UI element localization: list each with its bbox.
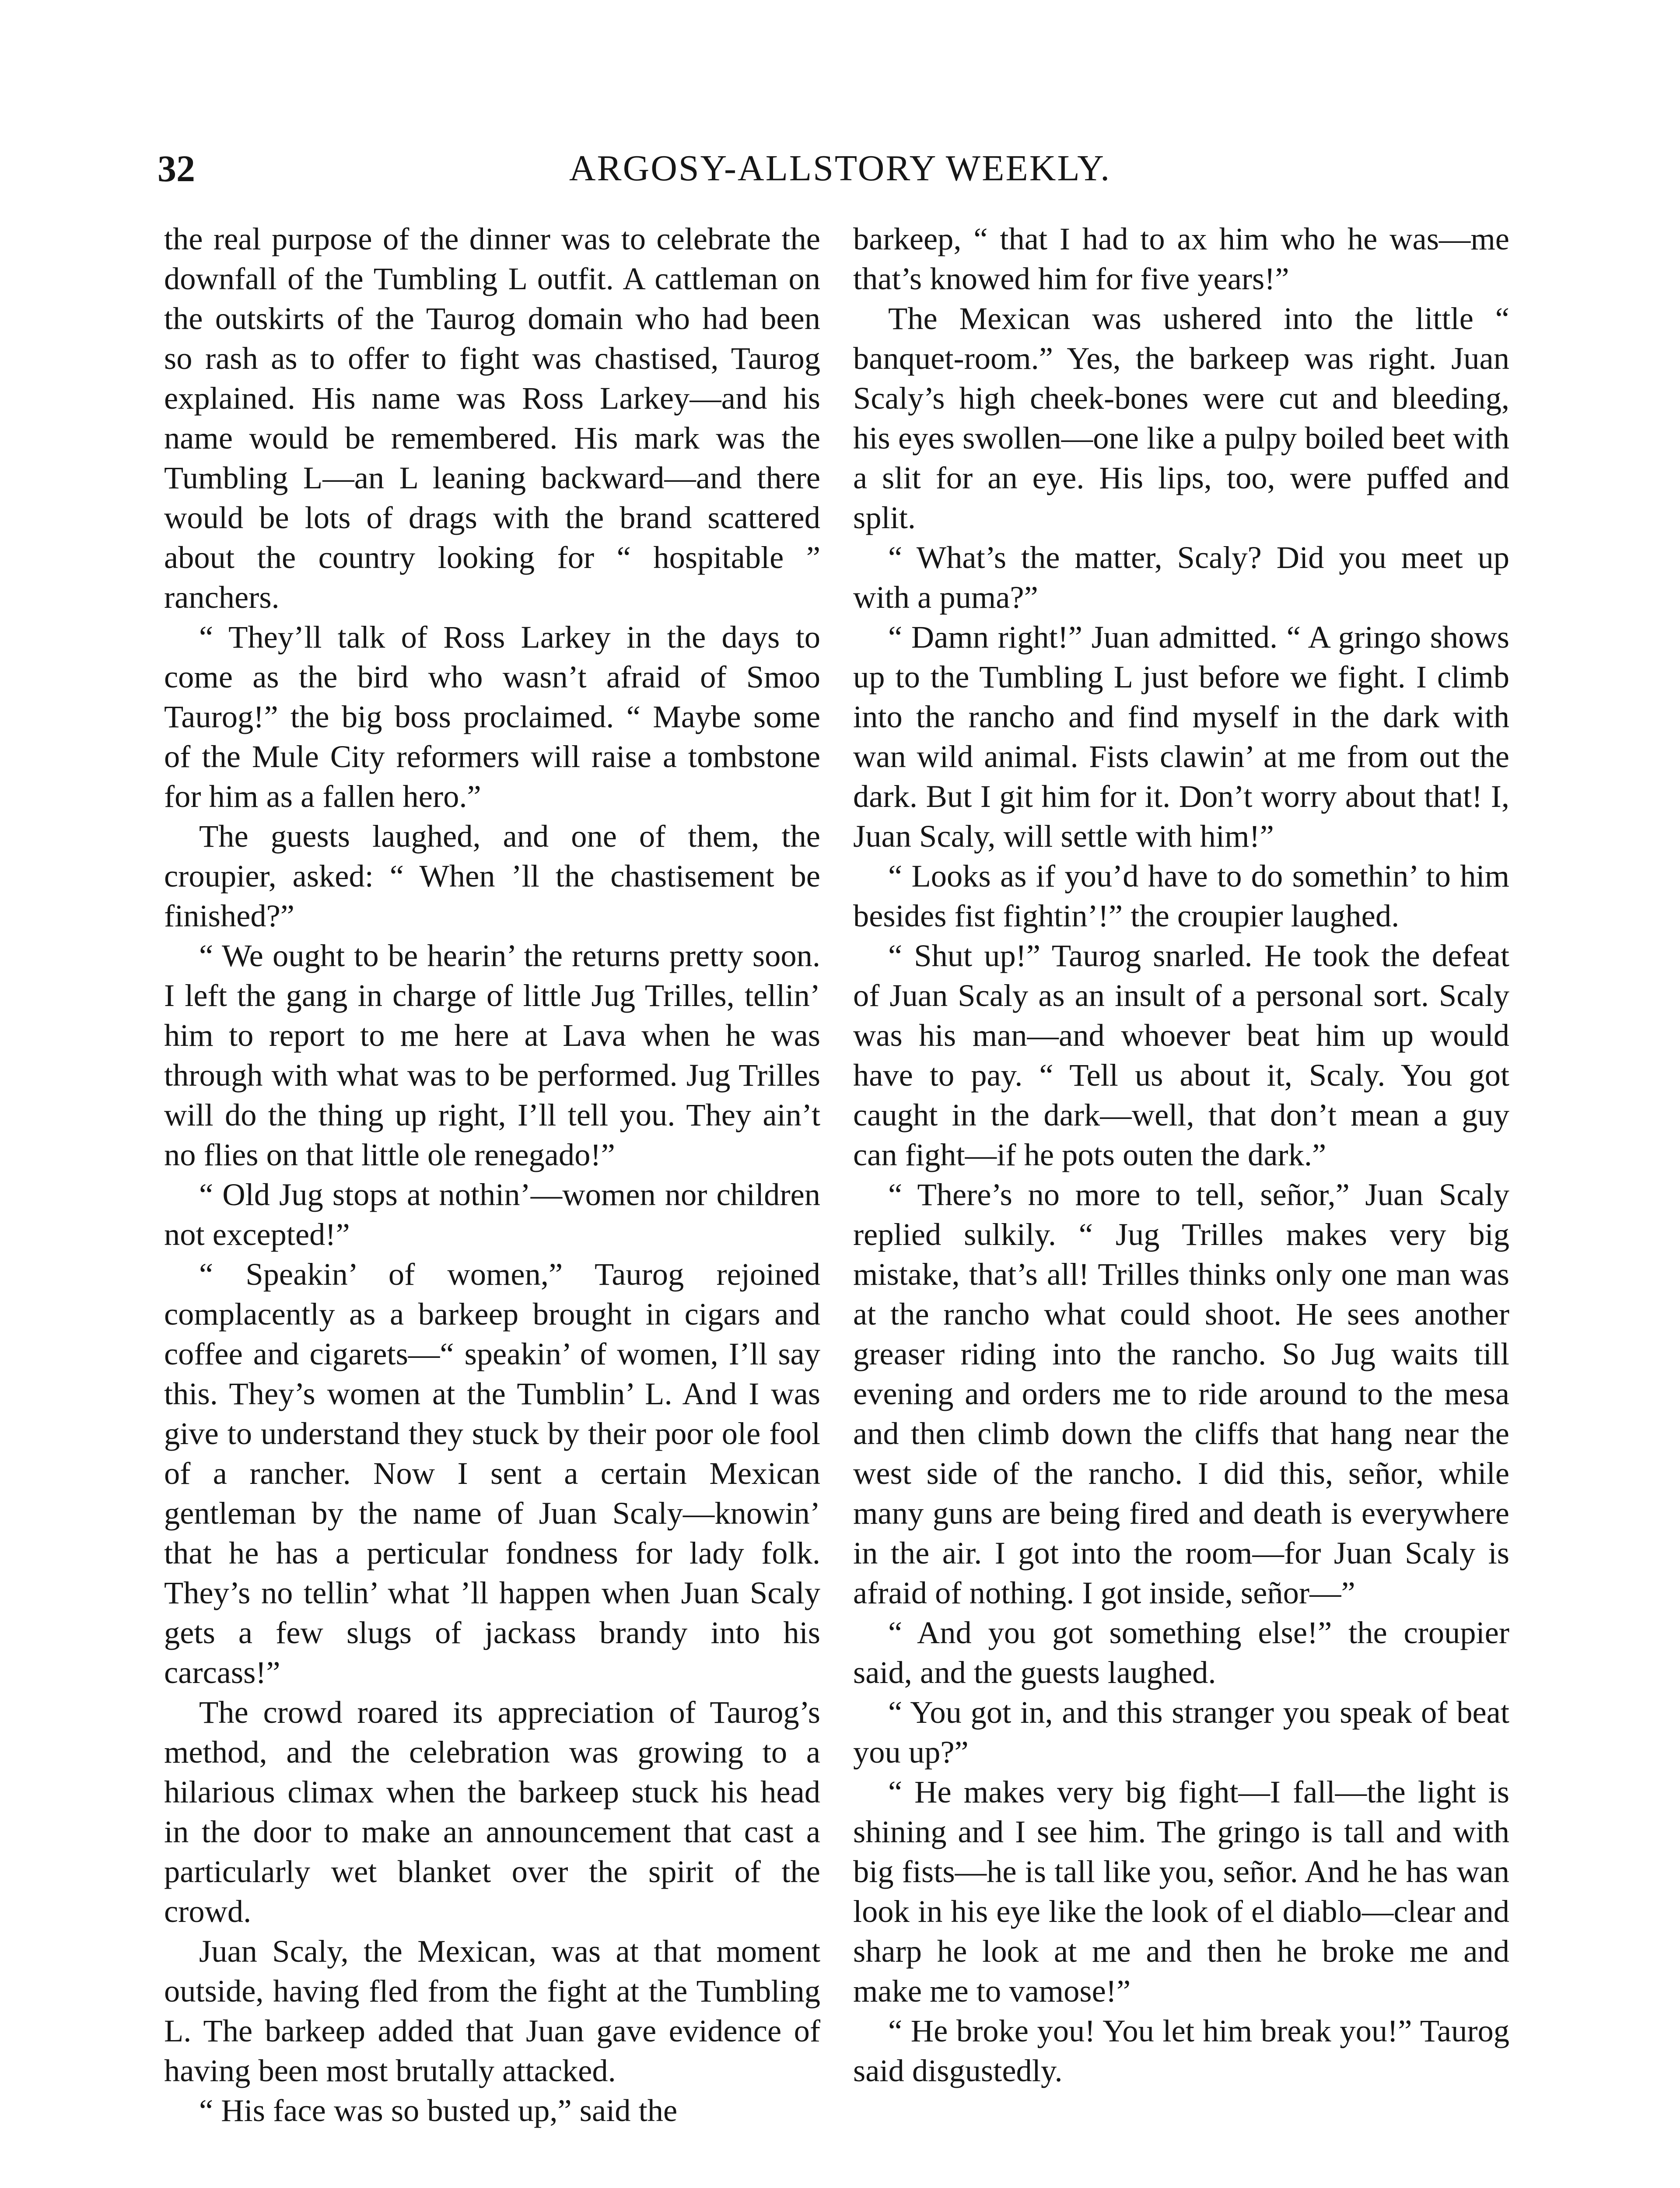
- paragraph: The Mexican was ushered into the little “ banquet-room.” Yes, the barkeep was right. Juan Scaly’s high cheek-bones were cut and bleeding, his eyes swollen—one like a pulpy boiled beet with a slit for an eye. His lips, too, were puffed and split.: [853, 301, 1509, 535]
- paragraph: “ He broke you! You let him break you!” Taurog said disgustedly.: [853, 2013, 1509, 2088]
- paragraph: “ We ought to be hearin’ the returns pretty soon. I left the gang in charge of little Jug Trilles, tellin’ him to report to me here at Lava when he was through with what was to be performed. Jug Trilles will do the thing up right, I’ll tell you. They ain’t no flies on that little ole renegado!”: [164, 938, 820, 1172]
- page-number: 32: [158, 147, 195, 189]
- paragraph: “ There’s no more to tell, señor,” Juan Scaly replied sulkily. “ Jug Trilles makes very big mistake, that’s all! Trilles thinks only one man was at the rancho what could shoot. He sees another greaser riding into the rancho. So Jug waits till evening and orders me to ride around to the mesa and then climb down the cliffs that hang near the west side of the rancho. I did this, señor, while many guns are being fired and death is everywhere in the air. I got into the room—for Juan Scaly is afraid of nothing. I got inside, señor—”: [853, 1177, 1509, 1610]
- paragraph: “ You got in, and this stranger you speak of beat you up?”: [853, 1694, 1509, 1770]
- paragraph: “ He makes very big fight—I fall—the light is shining and I see him. The gringo is tall and with big fists—he is tall like you, señor. And he has wan look in his eye like the look of el diablo—clear and sharp he look at me and then he broke me and make me to vamose!”: [853, 1774, 1509, 2009]
- paragraph: “ Speakin’ of women,” Taurog rejoined complacently as a barkeep brought in cigars and coffee and cigarets—“ speakin’ of women, I’ll say this. They’s women at the Tumblin’ L. And I was give to understand they stuck by their poor ole fool of a rancher. Now I sent a certain Mexican gentleman by the name of Juan Scaly—knowin’ that he has a perticular fondness for lady folk. They’s no tellin’ what ’ll happen when Juan Scaly gets a few slugs of jackass brandy into his carcass!”: [164, 1256, 820, 1690]
- right-column: [853, 219, 1509, 2090]
- paragraph: “ His face was so busted up,” said the: [199, 2093, 678, 2128]
- paragraph: “ Shut up!” Taurog snarled. He took the defeat of Juan Scaly as an insult of a personal sort. Scaly was his man—and whoever beat him up would have to pay. “ Tell us about it, Scaly. You got caught in the dark—well, that don’t mean a guy can fight—if he pots outen the dark.”: [853, 938, 1509, 1172]
- paragraph: Juan Scaly, the Mexican, was at that moment outside, having fled from the fight at the Tumbling L. The barkeep added that Juan gave evidence of having been most brutally attacked.: [164, 1933, 820, 2088]
- paragraph: barkeep, “ that I had to ax him who he was—me that’s knowed him for five years!”: [853, 221, 1509, 296]
- paragraph: “ Old Jug stops at nothin’—women nor children not excepted!”: [164, 1177, 820, 1252]
- paragraph: “ What’s the matter, Scaly? Did you meet up with a puma?”: [853, 540, 1509, 615]
- left-column: [164, 219, 820, 2130]
- paragraph: “ Looks as if you’d have to do somethin’ to him besides fist fightin’!” the croupier laughed.: [853, 858, 1509, 933]
- paragraph: “ Damn right!” Juan admitted. “ A gringo shows up to the Tumbling L just before we fight. I climb into the rancho and find myself in the dark with wan wild animal. Fists clawin’ at me from out the dark. But I git him for it. Don’t worry about that! I, Juan Scaly, will settle with him!”: [853, 619, 1509, 854]
- paragraph: The crowd roared its appreciation of Taurog’s method, and the celebration was growing to a hilarious climax when the barkeep stuck his head in the door to make an announcement that cast a particularly wet blanket over the spirit of the crowd.: [164, 1694, 820, 1929]
- paragraph: the real purpose of the dinner was to celebrate the downfall of the Tumbling L outfit. A cattleman on the outskirts of the Taurog domain who had been so rash as to offer to fight was chastised, Taurog explained. His name was Ross Larkey—and his name would be remembered. His mark was the Tumbling L—an L leaning backward—and there would be lots of drags with the brand scattered about the country looking for “ hospitable ” ranchers.: [164, 221, 820, 615]
- paragraph: “ And you got something else!” the croupier said, and the guests laughed.: [853, 1615, 1509, 1690]
- running-head: ARGOSY-ALLSTORY WEEKLY.: [569, 148, 1111, 189]
- page-header: [158, 144, 1522, 193]
- paragraph: The guests laughed, and one of them, the croupier, asked: “ When ’ll the chastisement be finished?”: [164, 818, 820, 933]
- paragraph: “ They’ll talk of Ross Larkey in the days to come as the bird who wasn’t afraid of Smoo Taurog!” the big boss proclaimed. “ Maybe some of the Mule City reformers will raise a tombstone for him as a fallen hero.”: [164, 619, 820, 814]
